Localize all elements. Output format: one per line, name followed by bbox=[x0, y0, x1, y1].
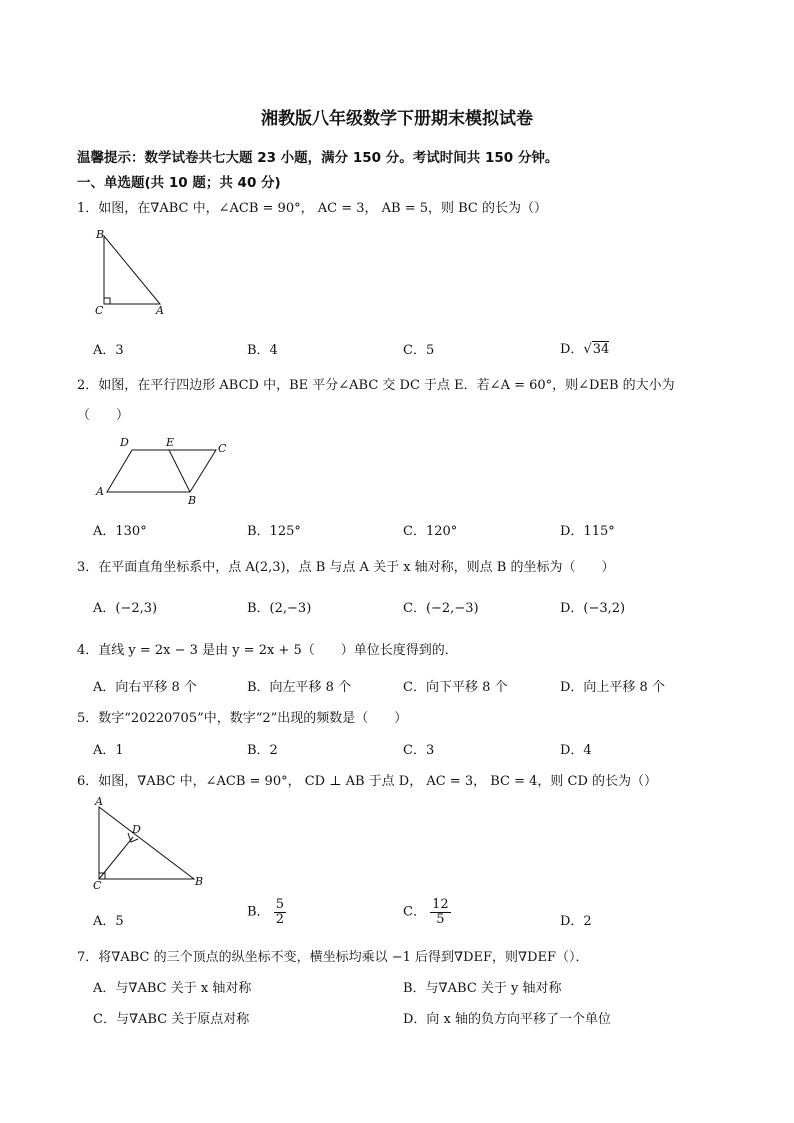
q3-option-b[interactable]: B．(2,−3) bbox=[247, 601, 312, 616]
vertex-label-b: B bbox=[195, 875, 204, 888]
q1-option-c[interactable]: C．5 bbox=[403, 343, 435, 358]
vertex-label-d: D bbox=[132, 823, 141, 836]
q5-option-c[interactable]: C．3 bbox=[403, 743, 435, 758]
vertex-label-a: A bbox=[96, 485, 104, 498]
vertex-label-e: E bbox=[166, 436, 175, 449]
question-2-text: 2．如图，在平行四边形 ABCD 中，BE 平分∠ABC 交 DC 于点 E．若∠A = 60°，则∠DEB 的大小为 bbox=[77, 378, 675, 393]
denominator: 2 bbox=[275, 911, 284, 927]
right-triangle-shape bbox=[99, 807, 194, 879]
vertex-label-a: A bbox=[156, 304, 164, 317]
vertex-label-b: B bbox=[96, 228, 105, 241]
right-triangle-shape bbox=[104, 236, 160, 304]
vertex-label-c: C bbox=[93, 879, 102, 891]
q5-option-b[interactable]: B．2 bbox=[247, 743, 278, 758]
denominator: 5 bbox=[436, 911, 445, 927]
radicand: 34 bbox=[592, 342, 610, 357]
q3-option-a[interactable]: A．(−2,3) bbox=[93, 601, 158, 616]
question-5-text: 5．数字“20220705”中，数字“2”出现的频数是（ ） bbox=[77, 711, 408, 726]
question-6-text: 6．如图，∇ABC 中，∠ACB = 90°， CD ⊥ AB 于点 D， AC = 3， BC = 4，则 CD 的长为（） bbox=[77, 774, 658, 789]
q1-option-b[interactable]: B．4 bbox=[247, 343, 278, 358]
fraction-five-halves bbox=[274, 898, 286, 926]
question-3-text: 3．在平面直角坐标系中，点 A(2,3)，点 B 与点 A 关于 x 轴对称，则点 B 的坐标为（ ） bbox=[77, 560, 615, 575]
numerator: 12 bbox=[432, 897, 449, 912]
question-1-figure bbox=[92, 226, 182, 320]
q2-option-d[interactable]: D．115° bbox=[560, 524, 615, 539]
q6-option-c[interactable] bbox=[403, 898, 451, 926]
vertex-label-d: D bbox=[120, 436, 129, 449]
q1-option-d[interactable] bbox=[560, 338, 609, 357]
vertex-label-b: B bbox=[188, 494, 197, 507]
q7-option-d[interactable]: D．向 x 轴的负方向平移了一个单位 bbox=[403, 1012, 612, 1027]
vertex-label-a: A bbox=[95, 797, 103, 808]
q7-option-b[interactable]: B．与∇ABC 关于 y 轴对称 bbox=[403, 981, 562, 996]
question-6-figure bbox=[90, 797, 210, 891]
q7-option-c[interactable]: C．与∇ABC 关于原点对称 bbox=[93, 1012, 250, 1027]
q6-option-b[interactable] bbox=[247, 898, 286, 926]
radical-sign: √ bbox=[583, 342, 592, 357]
question-4-text: 4．直线 y = 2x − 3 是由 y = 2x + 5（ ）单位长度得到的． bbox=[77, 643, 458, 658]
vertex-label-c: C bbox=[218, 442, 227, 455]
q1-option-a[interactable]: A．3 bbox=[93, 343, 124, 358]
q2-option-b[interactable]: B．125° bbox=[247, 524, 301, 539]
q6-option-d[interactable]: D．2 bbox=[560, 914, 592, 929]
fraction-twelve-fifths bbox=[430, 898, 451, 926]
vertex-label-c: C bbox=[95, 304, 104, 317]
page-title: 湘教版八年级数学下册期末模拟试卷 bbox=[261, 109, 533, 129]
q4-option-c[interactable]: C．向下平移 8 个 bbox=[403, 680, 508, 695]
q6-option-b-label: B． bbox=[247, 904, 270, 920]
q1-option-d-label: D． bbox=[560, 342, 584, 357]
section-heading: 一、单选题(共 10 题；共 40 分) bbox=[77, 175, 281, 191]
q3-option-d[interactable]: D．(−3,2) bbox=[560, 601, 626, 616]
q5-option-d[interactable]: D．4 bbox=[560, 743, 592, 758]
question-1-text: 1．如图，在∇ABC 中，∠ACB = 90°， AC = 3， AB = 5，则 BC 的长为（） bbox=[77, 201, 547, 216]
right-angle-mark bbox=[104, 298, 110, 304]
q6-option-a[interactable]: A．5 bbox=[93, 914, 124, 929]
q7-option-a[interactable]: A．与∇ABC 关于 x 轴对称 bbox=[93, 981, 252, 996]
parallelogram-shape bbox=[107, 450, 216, 492]
q2-option-c[interactable]: C．120° bbox=[403, 524, 458, 539]
q4-option-a[interactable]: A．向右平移 8 个 bbox=[93, 680, 197, 695]
question-2-text-cont: （ ） bbox=[77, 408, 130, 423]
q3-option-c[interactable]: C．(−2,−3) bbox=[403, 601, 479, 616]
q4-option-d[interactable]: D．向上平移 8 个 bbox=[560, 680, 665, 695]
question-2-figure bbox=[92, 432, 242, 512]
q4-option-b[interactable]: B．向左平移 8 个 bbox=[247, 680, 352, 695]
q2-option-a[interactable]: A．130° bbox=[93, 524, 147, 539]
exam-notice: 温馨提示：数学试卷共七大题 23 小题，满分 150 分。考试时间共 150 分钟。 bbox=[77, 150, 559, 166]
q6-option-c-label: C． bbox=[403, 904, 426, 920]
numerator: 5 bbox=[275, 897, 284, 912]
question-7-text: 7．将∇ABC 的三个顶点的纵坐标不变，横坐标均乘以 −1 后得到∇DEF，则∇DEF（）． bbox=[77, 950, 589, 965]
q5-option-a[interactable]: A．1 bbox=[93, 743, 124, 758]
segment-be bbox=[169, 450, 190, 492]
